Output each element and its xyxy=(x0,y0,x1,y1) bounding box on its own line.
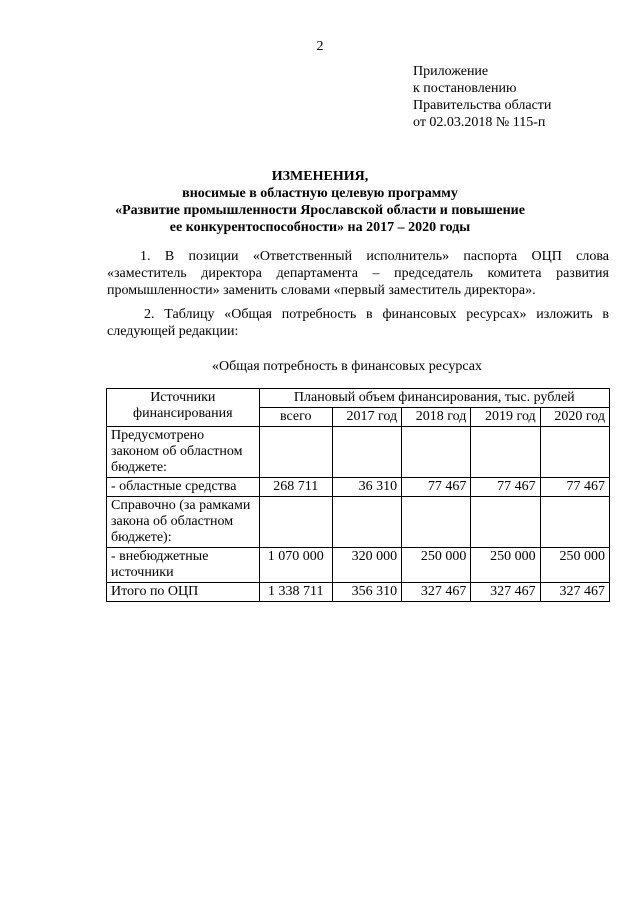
extrabudget-total: 1 070 000 xyxy=(259,548,332,583)
table-header-row xyxy=(107,389,610,408)
row-reference-label: Справочно (за рамками закона об областном бюджете): xyxy=(107,497,260,548)
paragraph-1: 1. В позиции «Ответственный исполнитель» паспорта ОЦП слова «заместитель директора департамента – председатель комитета развития промышленности» заменить словами «первый заместитель директора». xyxy=(107,249,609,298)
appendix-line-1: Приложение xyxy=(413,64,489,79)
financing-table xyxy=(106,388,610,602)
appendix-line-2: к постановлению xyxy=(413,81,517,96)
table-caption: «Общая потребность в финансовых ресурсах xyxy=(212,359,482,374)
table-row xyxy=(107,478,610,497)
row-total-label: Итого по ОЦП xyxy=(107,583,260,602)
extrabudget-2017: 320 000 xyxy=(332,548,401,583)
heading-line-4: ее конкурентоспособности» на 2017 – 2020 годы xyxy=(169,220,471,235)
heading-line-3: «Развитие промышленности Ярославской области и повышение xyxy=(115,203,525,218)
grand-total: 1 338 711 xyxy=(259,583,332,602)
page-number: 2 xyxy=(316,39,324,54)
total-2018: 327 467 xyxy=(402,583,471,602)
regional-2019: 77 467 xyxy=(471,478,540,497)
extrabudget-2018: 250 000 xyxy=(402,548,471,583)
appendix-line-3: Правительства области xyxy=(413,98,552,113)
table-row xyxy=(107,427,610,478)
table-row xyxy=(107,583,610,602)
regional-2018: 77 467 xyxy=(402,478,471,497)
total-2019: 327 467 xyxy=(471,583,540,602)
header-source: Источники финансирования xyxy=(107,389,260,427)
row-extrabudget-label: - внебюджетные источники xyxy=(107,548,260,583)
heading-line-1: ИЗМЕНЕНИЯ, xyxy=(271,169,369,184)
total-2017: 356 310 xyxy=(332,583,401,602)
table-row xyxy=(107,548,610,583)
document-heading xyxy=(0,168,640,236)
header-2019: 2019 год xyxy=(471,408,540,427)
row-regional-label: - областные средства xyxy=(107,478,260,497)
appendix-line-4: от 02.03.2018 № 115-п xyxy=(413,115,546,130)
regional-total: 268 711 xyxy=(259,478,332,497)
header-2017: 2017 год xyxy=(332,408,401,427)
total-2020: 327 467 xyxy=(540,583,609,602)
table-row xyxy=(107,497,610,548)
heading-line-2: вносимые в областную целевую программу xyxy=(182,186,458,201)
header-2020: 2020 год xyxy=(540,408,609,427)
header-plan: Плановый объем финансирования, тыс. рублей xyxy=(259,389,609,408)
appendix-block xyxy=(413,63,551,131)
regional-2017: 36 310 xyxy=(332,478,401,497)
header-total: всего xyxy=(259,408,332,427)
extrabudget-2020: 250 000 xyxy=(540,548,609,583)
header-2018: 2018 год xyxy=(402,408,471,427)
extrabudget-2019: 250 000 xyxy=(471,548,540,583)
paragraph-2: 2. Таблицу «Общая потребность в финансовых ресурсах» изложить в следующей редакции: xyxy=(107,307,609,339)
row-provided-label: Предусмотрено законом об областном бюджете: xyxy=(107,427,260,478)
regional-2020: 77 467 xyxy=(540,478,609,497)
